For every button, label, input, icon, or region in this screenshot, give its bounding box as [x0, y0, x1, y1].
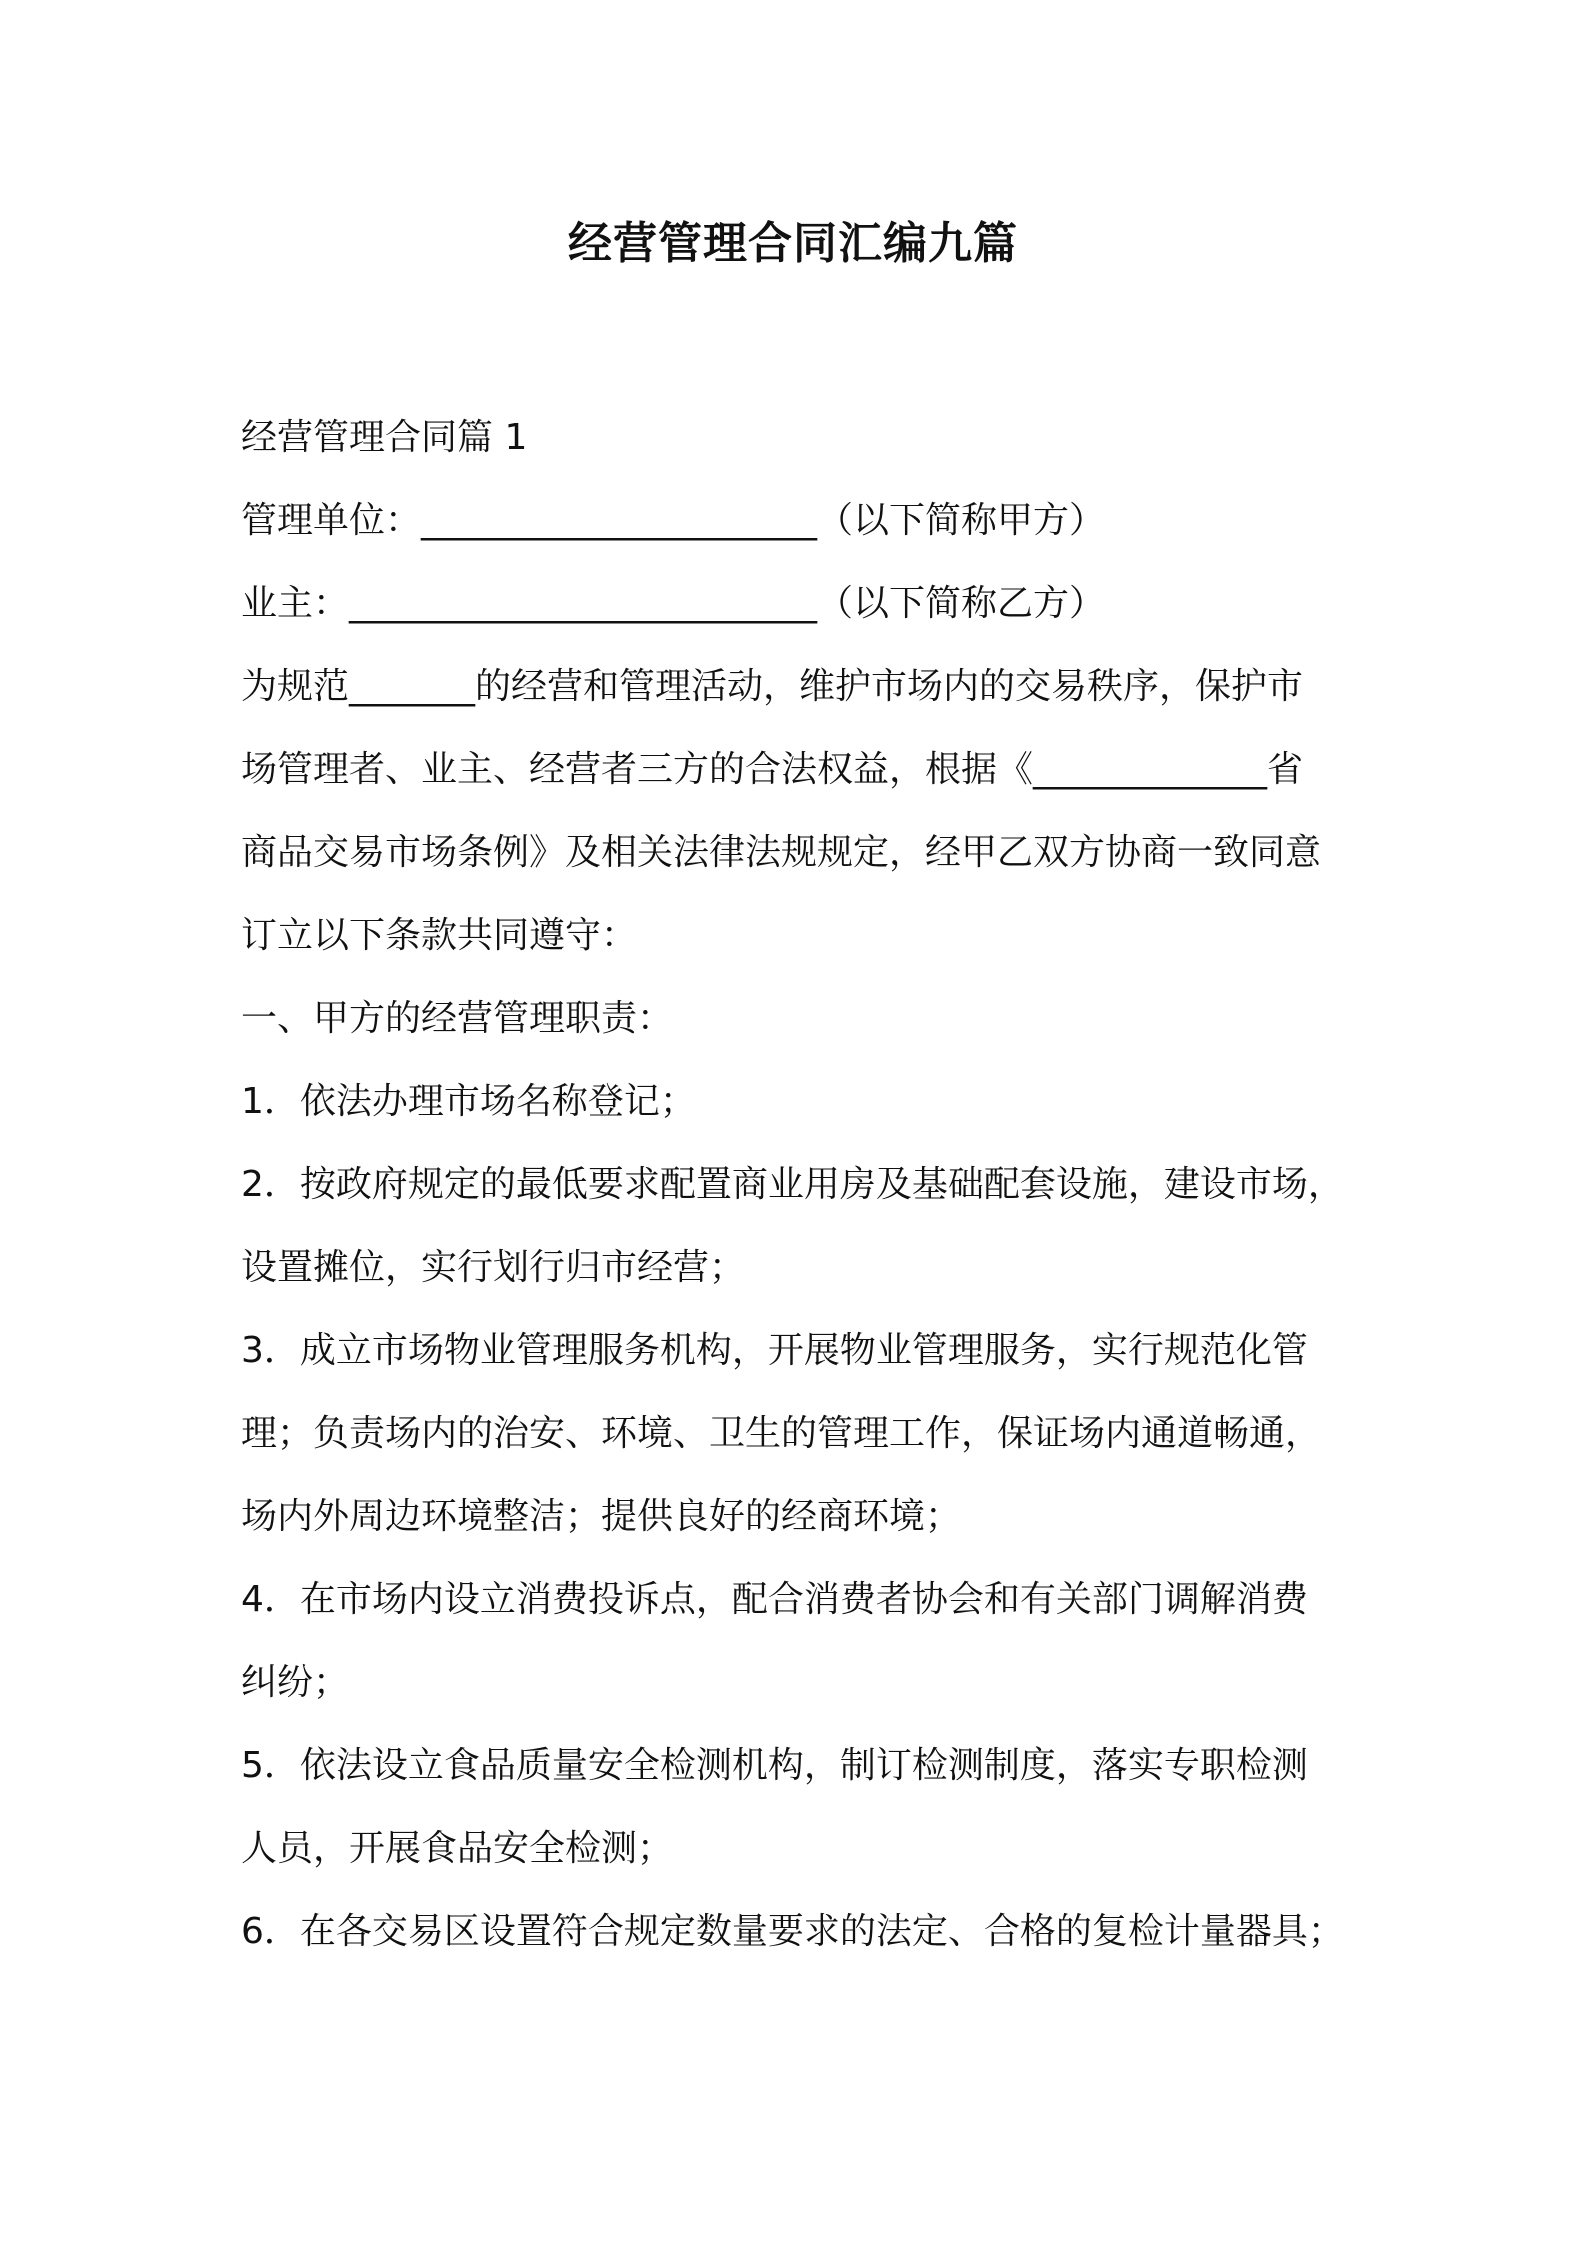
paragraph-line: 场管理者、业主、经营者三方的合法权益，根据《_____________省 — [241, 749, 1304, 790]
party-a-line: 管理单位：______________________（以下简称甲方） — [241, 500, 1106, 541]
list-item: 设置摊位，实行划行归市经营； — [241, 1247, 746, 1288]
clause-heading: 一、甲方的经营管理职责： — [241, 998, 674, 1039]
list-item: 6．在各交易区设置符合规定数量要求的法定、合格的复检计量器具； — [241, 1911, 1344, 1952]
paragraph-line: 订立以下条款共同遵守： — [241, 915, 638, 956]
paragraph-line: 为规范_______的经营和管理活动，维护市场内的交易秩序，保护市 — [241, 666, 1304, 707]
list-item: 1．依法办理市场名称登记； — [241, 1081, 696, 1122]
paragraph-line: 商品交易市场条例》及相关法律法规规定，经甲乙双方协商一致同意 — [241, 832, 1322, 873]
list-item: 人员，开展食品安全检测； — [241, 1828, 674, 1869]
list-item: 2．按政府规定的最低要求配置商业用房及基础配套设施，建设市场， — [241, 1164, 1344, 1205]
list-item: 4．在市场内设立消费投诉点，配合消费者协会和有关部门调解消费 — [241, 1579, 1308, 1620]
list-item: 纠纷； — [241, 1662, 350, 1703]
list-item: 5．依法设立食品质量安全检测机构，制订检测制度，落实专职检测 — [241, 1745, 1308, 1786]
party-b-line: 业主：__________________________（以下简称乙方） — [241, 583, 1106, 624]
list-item: 3．成立市场物业管理服务机构，开展物业管理服务，实行规范化管 — [241, 1330, 1308, 1371]
list-item: 场内外周边环境整洁；提供良好的经商环境； — [241, 1496, 962, 1537]
section-heading: 经营管理合同篇 1 — [241, 417, 528, 458]
document-title: 经营管理合同汇编九篇 — [568, 218, 1018, 269]
list-item: 理；负责场内的治安、环境、卫生的管理工作，保证场内通道畅通， — [241, 1413, 1322, 1454]
